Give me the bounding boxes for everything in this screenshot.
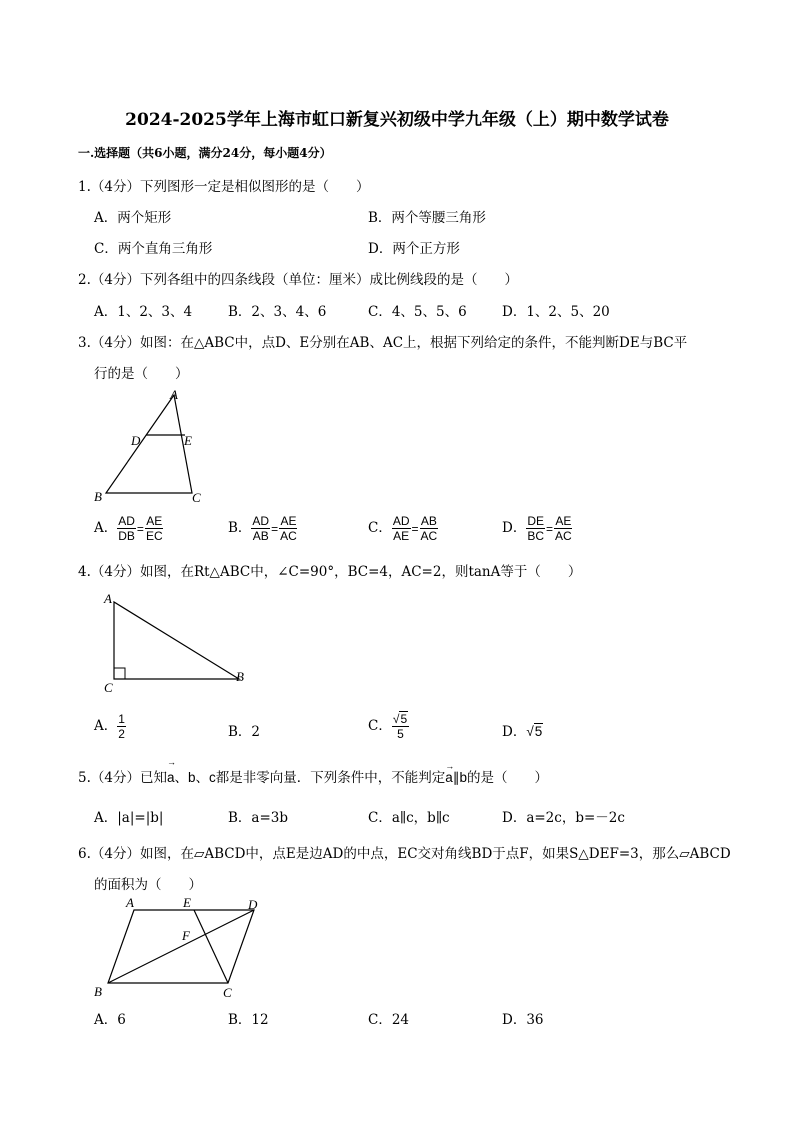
q4-option-c: C． $\frac{√5}{5}$ <box>368 712 408 741</box>
q4-option-b: B．2 <box>228 724 261 740</box>
label-c: C <box>223 985 232 1000</box>
question-6-stem-line2: 的面积为（ ） <box>94 877 202 893</box>
question-4-stem: 4.（4分）如图，在Rt△ABC中，∠C=90°，BC=4，AC=2，则tanA等于（ ） <box>78 564 582 580</box>
label-c: C <box>104 680 113 695</box>
label-c: C <box>192 490 201 505</box>
segment-ec <box>194 910 228 983</box>
label-a: A <box>126 895 134 910</box>
label-b: B <box>94 489 102 504</box>
q2-option-a: A．1、2、3、4 <box>94 304 193 320</box>
q2-option-d: D．1、2、5、20 <box>502 304 610 320</box>
right-angle-mark <box>114 668 125 679</box>
section-heading: 一.选择题（共6小题，满分24分，每小题4分） <box>78 146 332 160</box>
label-f: F <box>182 928 190 943</box>
q6-option-b: B．12 <box>228 1012 269 1028</box>
label-b: B <box>236 669 244 684</box>
label-e: E <box>183 895 191 910</box>
q6-parallelogram-figure <box>88 893 273 1005</box>
q5-option-c: C．a∥c，b∥c <box>368 810 450 826</box>
triangle-abc <box>106 395 192 493</box>
question-3-stem-line2: 行的是（ ） <box>94 366 189 382</box>
label-a: A <box>170 387 178 402</box>
q6-option-a: A．6 <box>94 1012 126 1028</box>
question-1-stem: 1.（4分）下列图形一定是相似图形的是（ ） <box>78 179 370 195</box>
q3-option-b: B． $\frac{AD}{AB}$ = $\frac{AE}{AC}$ <box>228 514 297 543</box>
q2-option-c: C．4、5、5、6 <box>368 304 467 320</box>
page-title: 2024-2025学年上海市虹口新复兴初级中学九年级（上）期中数学试卷 <box>125 110 669 130</box>
label-b: B <box>94 984 102 999</box>
q3-option-c: C． $\frac{AD}{AE}$ = $\frac{AB}{AC}$ <box>368 514 438 543</box>
q4-option-d: D．√5 <box>502 724 543 740</box>
q5-option-b: B．a=3b <box>228 810 289 826</box>
label-e: E <box>184 433 192 448</box>
q3-option-d: D． $\frac{DE}{BC}$ = $\frac{AE}{AC}$ <box>502 514 572 543</box>
q1-option-d: D．两个正方形 <box>368 241 460 257</box>
label-a: A <box>104 591 112 606</box>
label-d: D <box>131 433 141 448</box>
question-5-stem: 5.（4分）已知→ a、b、c都是非零向量．下列条件中，不能判定→ a∥b的是（ ） <box>78 766 548 786</box>
q6-option-d: D．36 <box>502 1012 544 1028</box>
q3-triangle-figure <box>88 385 218 510</box>
q4-right-triangle-figure <box>96 588 256 696</box>
q1-option-c: C．两个直角三角形 <box>94 241 213 257</box>
triangle-abc-right <box>114 602 239 679</box>
question-6-stem-line1: 6.（4分）如图，在▱ABCD中，点E是边AD的中点，EC交对角线BD于点F，如果S△DEF=3，那么▱ABCD <box>78 846 731 862</box>
q2-option-b: B．2、3、4、6 <box>228 304 327 320</box>
q1-option-b: B．两个等腰三角形 <box>368 210 486 226</box>
q3-option-a: A． $\frac{AD}{DB}$ = $\frac{AE}{EC}$ <box>94 514 163 543</box>
q4-option-a: A． $\frac{1}{2}$ <box>94 712 125 741</box>
q5-option-a: A．|a|=|b| <box>94 810 164 826</box>
question-3-stem-line1: 3.（4分）如图：在△ABC中，点D、E分别在AB、AC上，根据下列给定的条件，不能判断DE与BC平 <box>78 335 688 351</box>
q6-option-c: C．24 <box>368 1012 410 1028</box>
label-d: D <box>248 897 258 912</box>
q1-option-a: A．两个矩形 <box>94 210 172 226</box>
q5-option-d: D．a=2c，b=－2c <box>502 810 625 826</box>
question-2-stem: 2.（4分）下列各组中的四条线段（单位：厘米）成比例线段的是（ ） <box>78 272 518 288</box>
